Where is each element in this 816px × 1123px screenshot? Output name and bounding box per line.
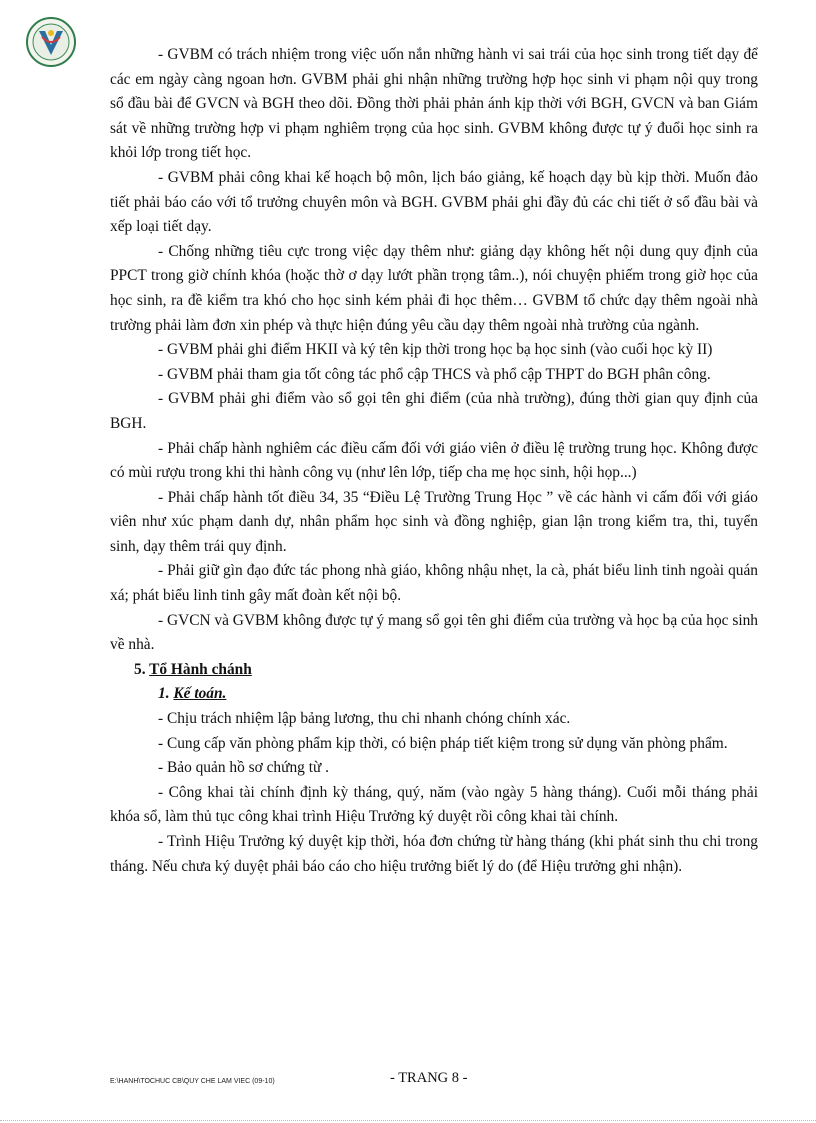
paragraph: - Chịu trách nhiệm lập bảng lương, thu chi nhanh chóng chính xác. [158, 710, 571, 728]
paragraph: - Bảo quản hồ sơ chứng từ . [158, 759, 330, 777]
page-bottom-divider [0, 1120, 816, 1121]
paragraph: - GVBM phải ghi điểm vào sổ gọi tên ghi điểm (của nhà trường), đúng thời gian quy định của BGH. [110, 390, 758, 432]
footer-file-path: E:\HANH\TOCHUC CB\QUY CHE LAM VIEC (09-10) [110, 1078, 275, 1085]
section-title: Tổ Hành chánh [149, 660, 252, 678]
section-heading [110, 658, 758, 683]
school-logo [26, 17, 76, 67]
paragraph: - Công khai tài chính định kỳ tháng, quý, năm (vào ngày 5 hàng tháng). Cuối mỗi tháng phải khóa sổ, làm thủ tục công khai trình Hiệu Trưởng ký duyệt rồi công khai tài chính. [110, 783, 758, 826]
subsection-title: Kế toán. [173, 685, 227, 703]
paragraph: - Trình Hiệu Trưởng ký duyệt kịp thời, hóa đơn chứng từ hàng tháng (khi phát sinh thu chi trong tháng. Nếu chưa ký duyệt phải báo cáo cho hiệu trưởng biết lý do (để Hiệu trưởng ghi nhận). [110, 833, 758, 875]
paragraph: - GVBM phải tham gia tốt công tác phổ cập THCS và phổ cập THPT do BGH phân công. [158, 365, 711, 383]
paragraph: - GVCN và GVBM không được tự ý mang sổ gọi tên ghi điểm của trường và học bạ của học sinh về nhà. [110, 611, 758, 654]
paragraph: - Phải chấp hành tốt điều 34, 35 “Điều Lệ Trường Trung Học ” về các hành vi cấm đối với giáo viên như xúc phạm danh dự, nhân phẩm học sinh và đồng nghiệp, gian lận trong kiểm tra, thi, tuyển sinh, dạy thêm trái quy định. [110, 488, 758, 555]
page-number: - TRANG 8 - [390, 1070, 468, 1086]
paragraph: - Phải giữ gìn đạo đức tác phong nhà giáo, không nhậu nhẹt, la cà, phát biểu linh tinh ngoài quán xá; phát biểu linh tinh gây mất đoàn kết nội bộ. [110, 562, 758, 605]
section-number: 5. [134, 660, 150, 678]
paragraph: - Chống những tiêu cực trong việc dạy thêm như: giảng dạy không hết nội dung quy định của PPCT trong giờ chính khóa (hoặc thờ ơ dạy lướt phần trọng tâm..), nói chuyện phiếm trong giờ học của học sinh, ra đề kiểm tra khó cho học sinh kém phải đi học thêm… GVBM tổ chức dạy thêm ngoài nhà trường phải làm đơn xin phép và thực hiện đúng yêu cầu dạy thêm ngoài nhà trường của ngành. [110, 242, 758, 334]
paragraph: - GVBM có trách nhiệm trong việc uốn nắn những hành vi sai trái của học sinh trong tiết dạy để các em ngày càng ngoan hơn. GVBM phải ghi nhận những trường hợp học sinh vi phạm nội quy trong sổ đầu bài để GVCN và BGH theo dõi. Đồng thời phải phản ánh kịp thời với BGH, GVCN và ban Giám sát về những trường hợp vi phạm nghiêm trọng của học sinh. GVBM không được tự ý đuổi học sinh ra khỏi lớp trong tiết học. [110, 46, 758, 162]
subsection-heading [110, 682, 758, 707]
paragraph: - Cung cấp văn phòng phẩm kịp thời, có biện pháp tiết kiệm trong sử dụng văn phòng phẩm. [158, 734, 728, 752]
paragraph: - GVBM phải công khai kế hoạch bộ môn, lịch báo giảng, kế hoạch dạy bù kịp thời. Muốn đảo tiết phải báo cáo với tổ trưởng chuyên môn và BGH. GVBM phải ghi đầy đủ các chi tiết ở sổ đầu bài và xếp loại tiết dạy. [110, 168, 758, 236]
paragraph: - GVBM phải ghi điểm HKII và ký tên kịp thời trong học bạ học sinh (vào cuối học kỳ II) [158, 341, 713, 359]
subsection-number: 1. [158, 685, 174, 703]
paragraph: - Phải chấp hành nghiêm các điều cấm đối với giáo viên ở điều lệ trường trung học. Không được có mùi rượu trong khi thi hành công vụ (như lên lớp, tiếp cha mẹ học sinh, hội họp...) [110, 439, 758, 482]
document-body [110, 43, 758, 879]
